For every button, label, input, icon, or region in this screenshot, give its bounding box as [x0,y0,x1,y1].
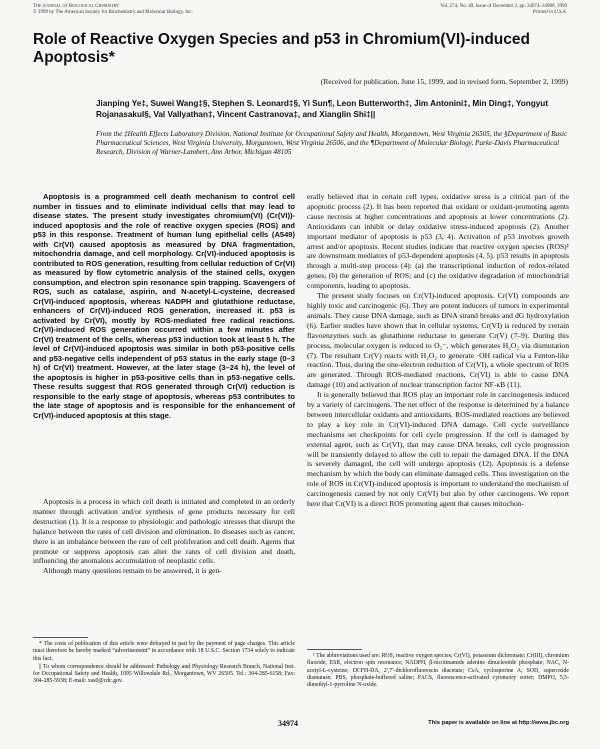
printed-in: Printed in U.S.A. [532,10,567,15]
abstract-text: Apoptosis is a programmed cell death mechanism to control cell number in tissues and to eliminate individual cells that may lead to disease states. The present study investigates chromium(VI) (Cr(VI))-induced apoptosis and the role of reactive oxygen species (ROS) and p53 in this response. Treatment of human lung epithelial cells (A549) with Cr(VI) caused apoptosis as measured by DNA fragmentation, mitochondria damage, and cell morphology. Cr(VI)-induced apoptosis is contributed to ROS generation, resulting from cellular reduction of Cr(VI) as measured by flow cytometric analysis of the stained cells, oxygen consumption, and electron spin resonance spin trapping. Scavengers of ROS, such as catalase, aspirin, and N-acetyl-L-cysteine, decreased Cr(VI)-induced apoptosis, whereas NADPH and glutathione reductase, enhancers of Cr(VI)-induced ROS generation, increased it. p53 is activated by Cr(VI), mostly by ROS-mediated free radical reactions. Cr(VI)-induced ROS generation occurred within a few minutes after Cr(VI) treatment of the cells, whereas p53 induction took at least 5 h. The level of Cr(VI)-induced apoptosis was similar in both p53-positive cells and p53-negative cells independent of p53 status in the early stage (0–3 h) of Cr(VI) treatment. However, at the later stage (3–24 h), the level of the apoptosis is higher in p53-positive cells than in p53-negative cells. These results suggest that ROS generated through Cr(VI) reduction is responsible to the early stage of apoptosis, whereas p53 contributes to the late stage of apoptosis and is responsible for the enhancement of Cr(VI)-induced apoptosis at this stage. [33,192,295,420]
footnote-rule-left [33,637,88,638]
affiliations: From the ‡Health Effects Laboratory Division, National Institute for Occupational Safety and Health, Morgantown, West Virginia 26505, the §Department of Basic Pharmaceutical Sciences, West Virginia University, Morgantown, West Virginia 26506, and the ¶Department of Molecular Biology, Parke-Davis Pharmaceutical Research, Division of Warner-Lambert, Ann Arbor, Michigan 48105 [96,130,568,156]
header-right [440,4,567,16]
journal-name: The Journal of Biological Chemistry [33,4,119,9]
footnote: * The costs of publication of this article were defrayed in part by the payment of page charges. This article must therefore be hereby marked “advertisement” in accordance with 18 U.S.C. Section 1734 solely to indicate this fact. [33,641,295,662]
volume-issue: Vol. 274, No. 49, Issue of December 3, pp. 34974–34980, 1999 [440,4,567,9]
article-title: Role of Reactive Oxygen Species and p53 in Chromium(VI)-induced Apoptosis* [33,31,530,66]
author-list: Jianping Ye‡, Suwei Wang‡§, Stephen S. Leonard‡§, Yi Sun¶, Leon Butterworth‡, Jim Antonini‡, Min Ding‡, Yongyut Rojanasakul§, Val Vallyathan‡, Vincent Castranova‡, and Xianglin Shi‡|| [96,99,549,119]
paragraph: Apoptosis is a process in which cell death is initiated and completed in an orderly manner through activation and/or synthesis of gene products necessary for cell destruction (1). It is a response to physiologic and pathologic stresses that disrupt the balance between the rates of cell division and elimination. In diseases such as cancer, there is an imbalance between the rate of cell proliferation and cell death. Agents that promote or suppress apoptosis can alter the rates of cell division and death, influencing the anomalous accumulation of neoplastic cells. [33,497,295,566]
paragraph: Although many questions remain to be answered, it is gen- [43,566,222,576]
footnote: ¹ The abbreviations used are: ROS, reactive oxygen species; Cr(VI), potassium dichromate; Cr(III), chromium fluoride; ESR, electron spin resonance; NADPH, β-nicotinamide adenine dinucleotide phosphate; NAC, N-acetyl-L-cysteine; DCFH-DA, 2′,7′-dichlorofluorescin diacetate; CsA, cyclosporine A; SOD, superoxide dismutase; PBS, phosphate-buffered saline; FACS, fluorescence-activated cytometry sorter; DMPO, 5,5-dimethyl-1-pyrroline N-oxide. [307,653,569,689]
online-availability: This paper is available on line at http://www.jbc.org [428,720,569,726]
abstract [33,192,295,420]
received-dates: (Received for publication, June 15, 1999, and in revised form, September 2, 1999) [320,77,568,86]
footnote-rule-right [307,649,362,650]
page-number: 34974 [278,719,298,728]
introduction-left [33,497,295,576]
introduction-right [307,192,569,509]
copyright-line: © 1999 by The American Society for Biochemistry and Molecular Biology, Inc. [33,10,193,15]
paragraph: The present study focuses on Cr(VI)-induced apoptosis. Cr(VI) compounds are highly toxic and carcinogenic (6). They are potent inducers of tumors in experimental animals. They cause DNA damage, such as DNA strand breaks and dG hydroxylation (6). Earlier studies have shown that in cellular systems, Cr(VI) is reduced by certain flavoenzymes such as glutathione reductase to generate Cr(V) (7–9). During this process, molecular oxygen is reduced to O₂⁻, which generates H₂O₂ via dismutation (7). The resultant Cr(V) reacts with H₂O₂ to generate ·OH radical via a Fenton-like reaction. Thus, during the one-electron reduction of Cr(VI), a whole spectrum of ROS are generated. Through ROS-mediated reactions, Cr(VI) is able to cause DNA damage (10) and activation of nuclear transcription factor NF-κB (11). [307,291,569,390]
footnotes-right [307,653,569,690]
paragraph: erally believed that in certain cell types, oxidative stress is a critical part of the apoptotic process (2). It has been reported that oxidant or oxidant-promoting agents cause necrosis at higher concentrations and apoptosis at lower concentrations (2). Antioxidants can inhibit or delay oxidative stress-induced apoptosis (2). Another important mediator of apoptosis is p53 (3, 4). Activation of p53 involves growth arrest and/or apoptosis. Recent studies indicate that reactive oxygen species (ROS)¹ are downstream mediators of p53-dependent apoptosis (4, 5). p53 results in apoptosis through a multi-step process (4): (a) the transcriptional induction of redox-related genes; (b) the generation of ROS; and (c) the oxidative degradation of mitochondrial components, leading to apoptosis. [307,192,569,291]
footnotes-left [33,641,295,687]
header-left [33,4,193,16]
paragraph: It is generally believed that ROS play an important role in carcinogenesis induced by a variety of carcinogens. The net effect of the response is determined by a balance between intercellular oxidants and antioxidants. ROS-mediated reactions are believed to play a key role in Cr(VI)-induced DNA damage. Cell cycle surveillance mechanisms set checkpoints for cell cycle progression. If the cell is damaged by external agent, such as Cr(VI), that may cause DNA breaks, cell cycle progression will be transiently delayed to allow the cell to repair the damaged DNA. If the DNA is severely damaged, the cell will undergo apoptosis (12). Apoptosis is a defense mechanism by which the body can eliminate damaged cells. Thus investigation on the role of ROS in Cr(VI)-induced apoptosis is important to understand the mechanism of carcinogenesis caused by not only Cr(VI) but also by other carcinogens. We report here that Cr(VI) is a direct ROS promoting agent that causes mitochon- [307,390,569,509]
footnote: || To whom correspondence should be addressed: Pathology and Physiology Research Branch, National Inst. for Occupational Safety and Health, 1095 Willowdale Rd., Morgantown, WV 26505. Tel.: 304-285-6158; Fax: 304-285-5938; E-mail: xas0@cdc.gov. [33,663,295,685]
